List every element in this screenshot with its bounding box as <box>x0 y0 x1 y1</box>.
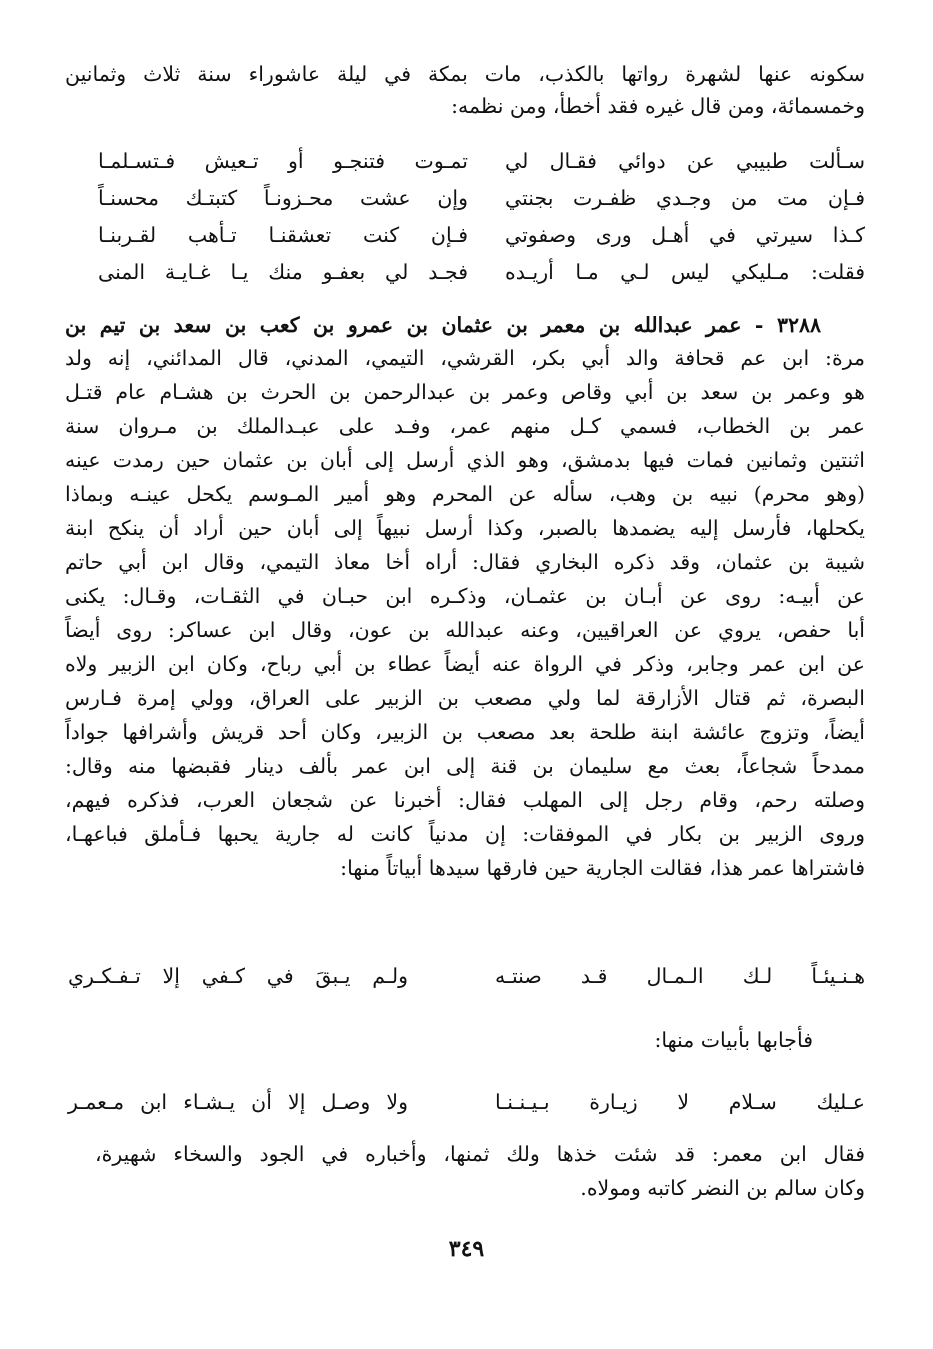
entry-line-11: عن ابن عمر وجابر، وذكر في الرواة عنه أيضاً عطاء بن أبي رباح، وكان ابن الزبير ولاه <box>65 652 865 676</box>
closing-line-2: وكان سالم بن النضر كاتبه ومولاه. <box>580 1176 865 1200</box>
entry-line-8: شيبة بن عثمان، وقد ذكره البخاري فقال: أراه أخا معاذ التيمي، وقال ابن أبي حاتم <box>65 550 865 574</box>
entry-heading: ٣٢٨٨ - عمر عبدالله بن معمر بن عثمان بن عمرو بن كعب بن سعد بن تيم بن <box>65 313 821 337</box>
verse2-right: عـليك سـلام لا زيـارة بـيـنـنـا <box>495 1090 865 1114</box>
entry-line-4: عمر بن الخطاب، فسمي كـل منهم عمر، وفـد على عبـدالملك بن مـروان سنة <box>65 414 865 438</box>
poem1-verse-2-right: فـإن مت من وجـدي ظفـرت بجنتي <box>505 186 865 210</box>
entry-line-7: يكحلها، فأرسل إليه يضمدها بالصبر، وكذا أرسل نبيهاً إلى أبان حين أراد أن ينكح ابنة <box>65 516 865 540</box>
entry-line-13: أيضاً، وتزوج عائشة ابنة طلحة بعد مصعب بن الزبير، وكان أحد قريش وأشرافها جواداً <box>65 720 865 744</box>
entry-line-2: مرة: ابن عم قحافة والد أبي بكر، القرشي، التيمي، المدني، قال المدائني، إنه ولد <box>65 346 865 370</box>
entry-line-17: فاشتراها عمر هذا، فقالت الجارية حين فارقها سيدها أبياتاً منها: <box>340 856 865 880</box>
entry-line-14: ممدحاً شجاعاً، بعث مع سليمان بن قنة إلى ابن عمر بألف دينار فقبضها منه وقال: <box>65 754 865 778</box>
entry-line-5: اثنتين وثمانين فمات فيها بدمشق، وهو الذي أرسل إلى أبان بن عثمان حين رمدت عينه <box>65 448 865 472</box>
poem1-verse-4-left: فجـد لي بعفـو منك يـا غـايـة المنى <box>98 260 468 284</box>
entry-line-10: أبا حفص، يروي عن العراقيين، وعنه عبدالله بن عون، وقال ابن عساكر: روى أيضاً <box>65 618 865 642</box>
answer-line: فأجابها بأبيات منها: <box>654 1028 813 1052</box>
intro-line-2: وخمسمائة، ومن قال غيره فقد أخطأ، ومن نظمه: <box>451 94 865 118</box>
poem1-verse-3-right: كـذا سيرتي في أهـل ورى وصفوتي <box>505 223 865 247</box>
verse1-left: ولـم يـبقَ في كـفي إلا تـفـكـري <box>68 964 408 988</box>
poem1-verse-1-left: تمـوت فتنجـو أو تـعيش فـتسـلمـا <box>98 149 468 173</box>
intro-line-1: سكونه عنها لشهرة رواتها بالكذب، مات بمكة في ليلة عاشوراء سنة ثلاث وثمانين <box>65 62 865 86</box>
poem1-verse-3-left: فـإن كنت تعشقنـا تـأهب لقـربنـا <box>98 223 468 247</box>
entry-line-6: (وهو محرم) نبيه بن وهب، سأله عن المحرم وهو أمير المـوسم يكحل عينـه وبماذا <box>65 482 865 506</box>
poem1-verse-4-right: فقلت: مـليكي ليس لـي مـا أريـده <box>505 260 865 284</box>
entry-line-9: عن أبيـه: روى عن أبـان بن عثمـان، وذكـره ابن حبـان في الثقـات، وقـال: يكنى <box>65 584 865 608</box>
entry-line-16: وروى الزبير بن بكار في الموفقات: إن مدنياً كانت له جارية يحبها فـأملق فباعهـا، <box>65 822 865 846</box>
page-number: ٣٤٩ <box>448 1236 485 1262</box>
poem1-verse-2-left: وإن عشت محـزونـاً كتبتـك محسنـاً <box>98 186 468 210</box>
entry-line-3: هو وعمر بن سعد بن أبي وقاص وعمر بن عبدالرحمن بن الحرث بن هشـام عام قتـل <box>65 380 865 404</box>
verse1-right: هـنـيئـاً لـك الـمـال قـد صنتـه <box>495 964 865 988</box>
verse2-left: ولا وصـل إلا أن يـشـاء ابن مـعمـر <box>68 1090 408 1114</box>
entry-line-15: وصلته رحم، وقام رجل إلى المهلب فقال: أخبرنا عن شجعان العرب، فذكره فيهم، <box>65 788 865 812</box>
closing-line-1: فقال ابن معمر: قد شئت خذها ولك ثمنها، وأخباره في الجود والسخاء شهيرة، <box>95 1142 865 1166</box>
poem1-verse-1-right: سـألت طبيبي عن دوائي فقـال لي <box>505 149 865 173</box>
entry-line-12: البصرة، ثم قتال الأزارقة لما ولي مصعب بن الزبير على العراق، وولي إمرة فـارس <box>65 686 865 710</box>
